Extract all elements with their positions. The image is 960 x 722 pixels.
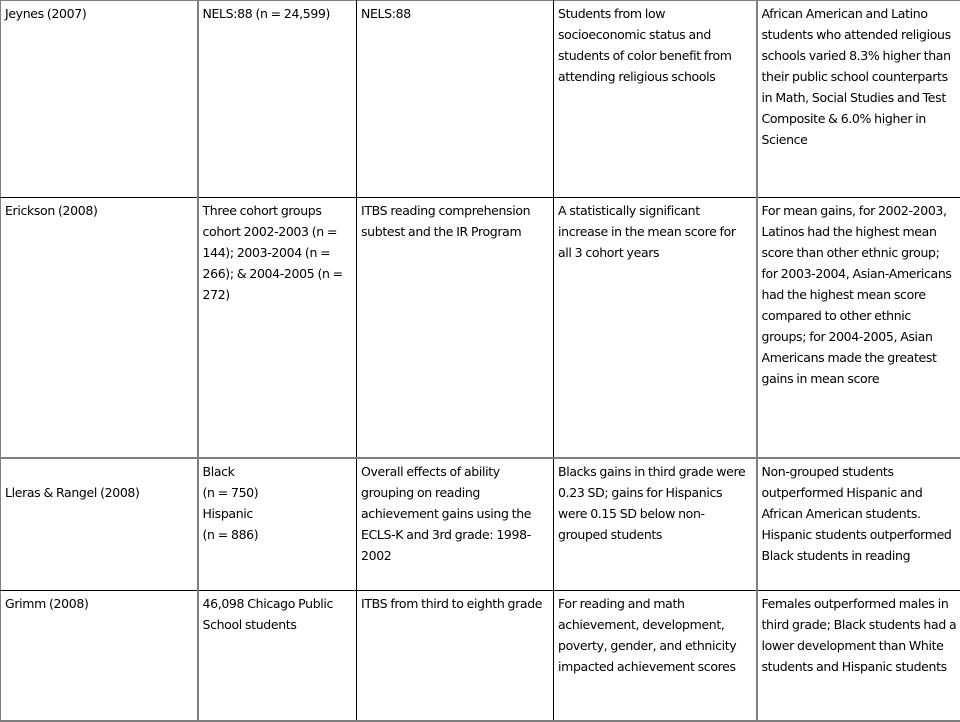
sample-line: Black — [203, 461, 353, 482]
sample-cell — [198, 1, 357, 198]
table-row — [1, 591, 960, 721]
results-cell: For mean gains, for 2002-2003, Latinos had the highest mean score than other ethnic group; for 2003-2004, Asian-Americans had the highest mean score compared to other ethnic groups; for 2004-2005, Asian Americans made the greatest gains in mean score — [757, 198, 960, 458]
study-cell: Jeynes (2007) — [1, 1, 198, 198]
measure-cell: ITBS reading comprehension subtest and the IR Program — [357, 198, 554, 458]
sample-cell — [198, 198, 357, 458]
table-row — [1, 198, 960, 458]
findings-cell: For reading and math achievement, development, poverty, gender, and ethnicity impacted achievement scores — [554, 591, 757, 721]
measure-cell: Overall effects of ability grouping on reading achievement gains using the ECLS-K and 3rd grade: 1998-2002 — [357, 458, 554, 591]
findings-cell: Students from low socioeconomic status and students of color benefit from attending religious schools — [554, 1, 757, 198]
results-cell: African American and Latino students who attended religious schools varied 8.3% higher than their public school counterparts in Math, Social Studies and Test Composite & 6.0% higher in Science — [757, 1, 960, 198]
sample-line: (n = 750) — [203, 482, 353, 503]
results-cell: Females outperformed males in third grade; Black students had a lower development than White students and Hispanic students — [757, 591, 960, 721]
sample-cell — [198, 458, 357, 591]
findings-cell: Blacks gains in third grade were 0.23 SD; gains for Hispanics were 0.15 SD below non-grouped students — [554, 458, 757, 591]
sample-line: Hispanic — [203, 503, 353, 524]
sample-line: Three cohort groups cohort 2002-2003 (n = 144); 2003-2004 (n = 266); & 2004-2005 (n = 272) — [203, 200, 353, 305]
results-cell: Non-grouped students outperformed Hispanic and African American students. Hispanic students outperformed Black students in reading — [757, 458, 960, 591]
measure-cell: ITBS from third to eighth grade — [357, 591, 554, 721]
study-cell: Grimm (2008) — [1, 591, 198, 721]
table-row — [1, 1, 960, 198]
measure-cell: NELS:88 — [357, 1, 554, 198]
study-cell: Lleras & Rangel (2008) — [1, 458, 198, 591]
sample-cell — [198, 591, 357, 721]
sample-line: 46,098 Chicago Public School students — [203, 593, 353, 635]
study-cell: Erickson (2008) — [1, 198, 198, 458]
sample-line: (n = 886) — [203, 524, 353, 545]
table-row — [1, 458, 960, 591]
sample-line: NELS:88 (n = 24,599) — [203, 3, 353, 24]
findings-cell: A statistically significant increase in the mean score for all 3 cohort years — [554, 198, 757, 458]
